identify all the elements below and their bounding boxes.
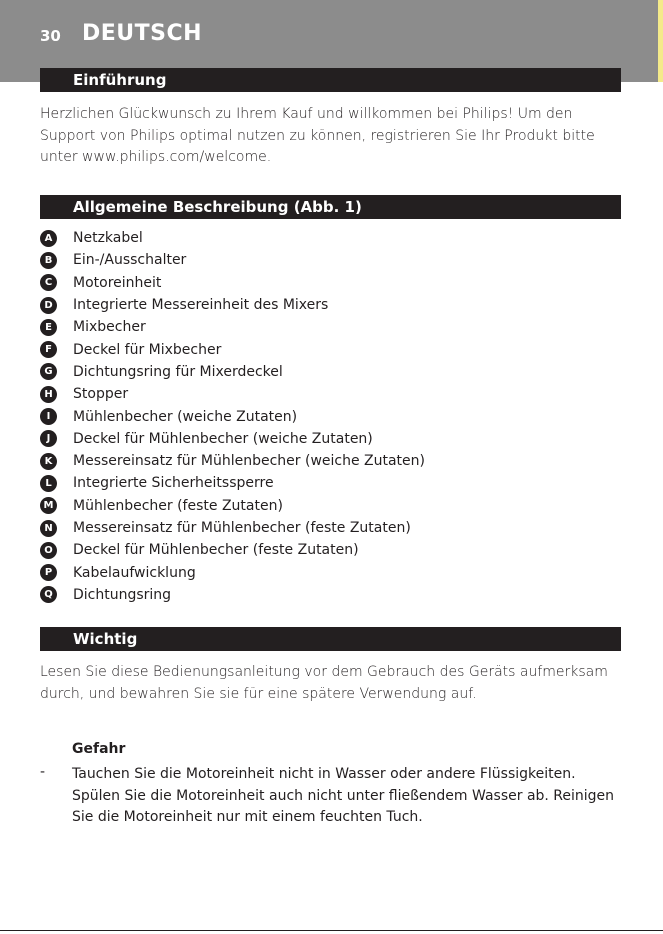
list-item bbox=[40, 294, 425, 316]
page-number: 30 bbox=[40, 27, 61, 45]
letter-badge: O bbox=[40, 542, 57, 559]
list-item bbox=[40, 227, 425, 249]
intro-paragraph: Herzlichen Glückwunsch zu Ihrem Kauf und willkommen bei Philips! Um den Support von Philips optimal nutzen zu können, registrieren Sie Ihr Produkt bitte unter www.philips.com/welcome. bbox=[40, 106, 595, 165]
important-paragraph: Lesen Sie diese Bedienungsanleitung vor dem Gebrauch des Geräts aufmerksam durch, und bewahren Sie sie für eine spätere Verwendung auf. bbox=[40, 664, 608, 702]
part-label: Netzkabel bbox=[73, 230, 143, 247]
section-heading-description: Allgemeine Beschreibung (Abb. 1) bbox=[40, 195, 621, 219]
list-item bbox=[40, 249, 425, 271]
part-label: Dichtungsring für Mixerdeckel bbox=[73, 363, 283, 380]
letter-badge: C bbox=[40, 274, 57, 291]
danger-bullet-text: Tauchen Sie die Motoreinheit nicht in Wasser oder andere Flüssigkeiten. Spülen Sie die Motoreinheit auch nicht unter fließendem Wasser ab. Reinigen Sie die Motoreinheit nur mit einem feuchten Tuch. bbox=[72, 766, 615, 825]
list-item bbox=[40, 361, 425, 383]
list-item bbox=[40, 539, 425, 561]
letter-badge: E bbox=[40, 319, 57, 336]
letter-badge: J bbox=[40, 430, 57, 447]
part-label: Ein-/Ausschalter bbox=[73, 252, 187, 269]
language-title: DEUTSCH bbox=[82, 21, 203, 46]
list-item bbox=[40, 450, 425, 472]
decorative-strip bbox=[658, 0, 663, 82]
letter-badge: B bbox=[40, 252, 57, 269]
part-label: Motoreinheit bbox=[73, 274, 162, 291]
letter-badge: K bbox=[40, 453, 57, 470]
letter-badge: M bbox=[40, 497, 57, 514]
part-label: Mühlenbecher (weiche Zutaten) bbox=[73, 408, 298, 425]
section-heading-intro: Einführung bbox=[40, 68, 621, 92]
letter-badge: D bbox=[40, 297, 57, 314]
letter-badge: I bbox=[40, 408, 57, 425]
section-heading-important: Wichtig bbox=[40, 627, 621, 651]
list-item bbox=[40, 272, 425, 294]
parts-list bbox=[40, 227, 425, 606]
list-item bbox=[40, 561, 425, 583]
part-label: Mühlenbecher (feste Zutaten) bbox=[73, 497, 283, 514]
part-label: Deckel für Mühlenbecher (weiche Zutaten) bbox=[73, 430, 373, 447]
part-label: Integrierte Messereinheit des Mixers bbox=[73, 297, 329, 314]
letter-badge: H bbox=[40, 386, 57, 403]
list-item bbox=[40, 316, 425, 338]
part-label: Deckel für Mixbecher bbox=[73, 341, 222, 358]
danger-heading: Gefahr bbox=[72, 741, 126, 757]
part-label: Deckel für Mühlenbecher (feste Zutaten) bbox=[73, 542, 359, 559]
list-item bbox=[40, 405, 425, 427]
letter-badge: A bbox=[40, 230, 57, 247]
part-label: Messereinsatz für Mühlenbecher (weiche Zutaten) bbox=[73, 453, 425, 470]
list-item bbox=[40, 383, 425, 405]
list-item bbox=[40, 472, 425, 494]
part-label: Stopper bbox=[73, 386, 129, 403]
list-item bbox=[40, 517, 425, 539]
list-item bbox=[40, 495, 425, 517]
part-label: Integrierte Sicherheitssperre bbox=[73, 475, 274, 492]
list-item bbox=[40, 584, 425, 606]
letter-badge: Q bbox=[40, 586, 57, 603]
letter-badge: P bbox=[40, 564, 57, 581]
part-label: Dichtungsring bbox=[73, 586, 172, 603]
bullet-marker: - bbox=[40, 764, 46, 780]
list-item bbox=[40, 338, 425, 360]
letter-badge: G bbox=[40, 363, 57, 380]
list-item bbox=[40, 428, 425, 450]
part-label: Mixbecher bbox=[73, 319, 146, 336]
footer-divider bbox=[0, 930, 663, 931]
part-label: Messereinsatz für Mühlenbecher (feste Zutaten) bbox=[73, 520, 411, 536]
letter-badge: N bbox=[40, 520, 57, 537]
letter-badge: L bbox=[40, 475, 57, 492]
part-label: Kabelaufwicklung bbox=[73, 564, 196, 581]
letter-badge: F bbox=[40, 341, 57, 358]
